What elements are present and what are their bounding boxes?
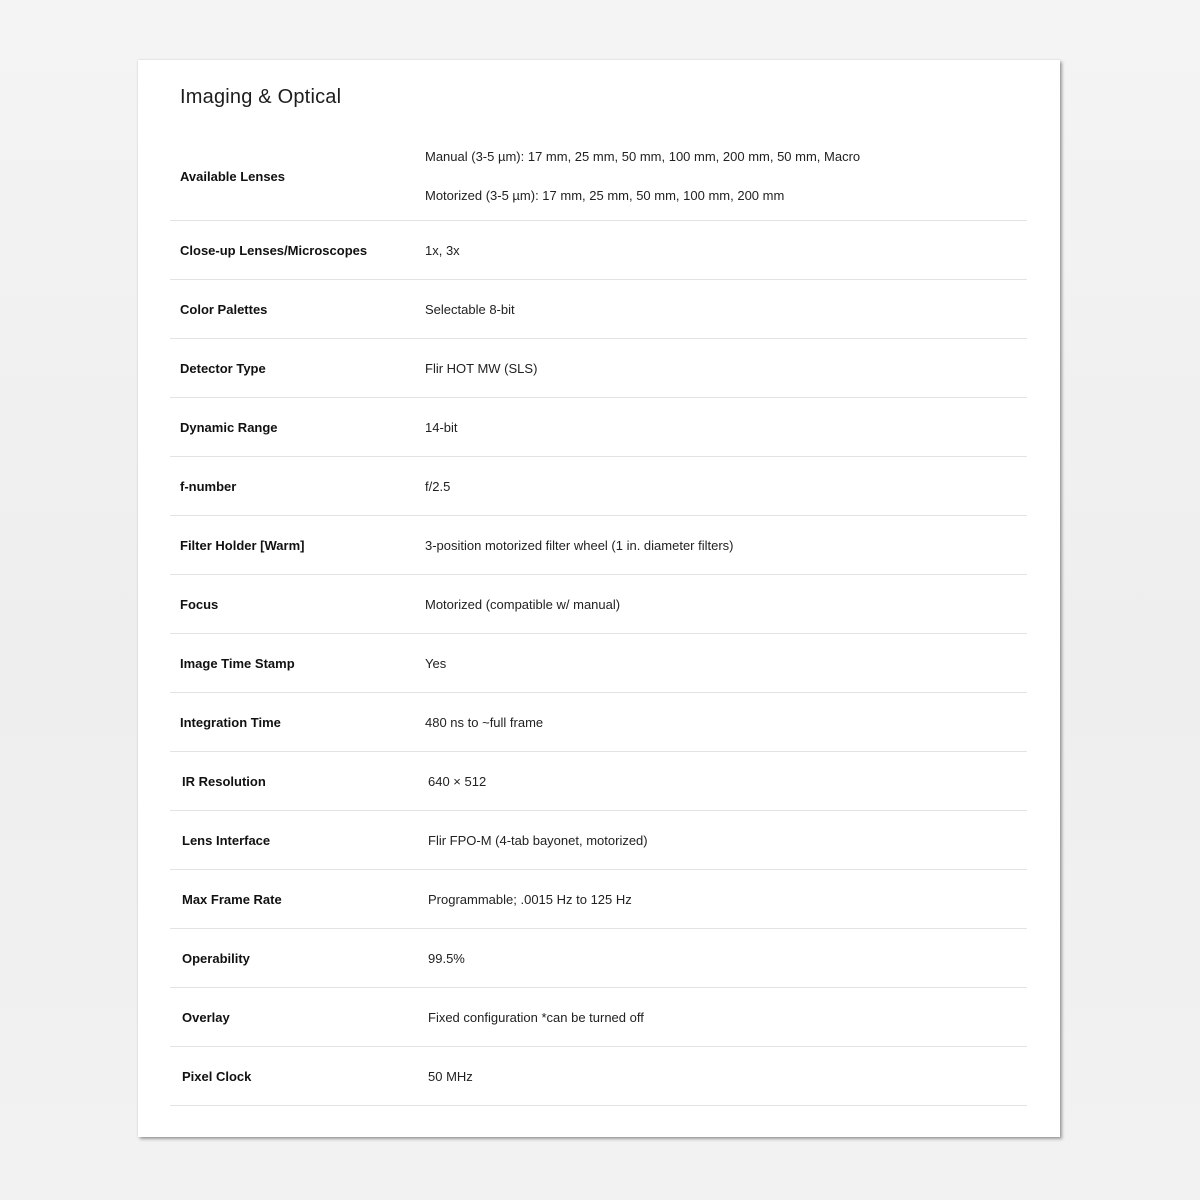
spec-values: [425, 420, 1017, 435]
spec-value: 50 MHz: [428, 1068, 473, 1084]
spec-label: Overlay: [182, 1009, 230, 1025]
spec-label: Pixel Clock: [182, 1068, 252, 1084]
spec-row: [170, 339, 1027, 398]
spec-value: Selectable 8-bit: [425, 301, 515, 317]
spec-values: [425, 656, 1017, 671]
spec-card: [138, 60, 1060, 1137]
spec-row: [170, 929, 1027, 988]
spec-label: Detector Type: [180, 360, 266, 376]
spec-value: Motorized (3-5 µm): 17 mm, 25 mm, 50 mm, 100 mm, 200 mm: [425, 188, 785, 203]
spec-row: [170, 516, 1027, 575]
spec-values: [425, 597, 1017, 612]
spec-label: Focus: [180, 596, 219, 612]
spec-value: Fixed configuration *can be turned off: [428, 1009, 644, 1025]
spec-values: [425, 302, 1017, 317]
spec-table: [170, 132, 1027, 1106]
spec-row: [170, 693, 1027, 752]
spec-values: [428, 892, 1017, 907]
spec-row: [170, 221, 1027, 280]
spec-value: 3-position motorized filter wheel (1 in. diameter filters): [425, 537, 734, 553]
spec-label: Image Time Stamp: [180, 655, 295, 671]
spec-row: [170, 457, 1027, 516]
spec-row: [170, 1047, 1027, 1106]
spec-values: [425, 243, 1017, 258]
spec-values: [428, 774, 1017, 789]
spec-label: Available Lenses: [180, 168, 286, 184]
spec-values: [425, 538, 1017, 553]
spec-value: 14-bit: [425, 419, 458, 435]
spec-label: Close-up Lenses/Microscopes: [180, 242, 368, 258]
spec-label: f-number: [180, 478, 237, 494]
spec-row: [170, 752, 1027, 811]
spec-values: [425, 149, 1017, 203]
spec-label: Operability: [182, 950, 250, 966]
section-title: Imaging & Optical: [180, 86, 342, 108]
spec-row: [170, 280, 1027, 339]
spec-values: [428, 833, 1017, 848]
spec-label: Lens Interface: [182, 832, 271, 848]
spec-value: 99.5%: [428, 950, 465, 966]
spec-value: Flir HOT MW (SLS): [425, 360, 538, 376]
spec-label: Max Frame Rate: [182, 891, 282, 907]
spec-row: [170, 634, 1027, 693]
spec-values: [428, 951, 1017, 966]
spec-label: Color Palettes: [180, 301, 268, 317]
spec-label: Integration Time: [180, 714, 281, 730]
spec-value: f/2.5: [425, 478, 451, 494]
spec-value: Manual (3-5 µm): 17 mm, 25 mm, 50 mm, 100 mm, 200 mm, 50 mm, Macro: [425, 149, 861, 164]
spec-row: [170, 575, 1027, 634]
spec-row: [170, 988, 1027, 1047]
spec-label: Dynamic Range: [180, 419, 278, 435]
spec-value: 480 ns to ~full frame: [425, 714, 544, 730]
spec-label: IR Resolution: [182, 773, 266, 789]
spec-values: [425, 479, 1017, 494]
spec-values: [428, 1069, 1017, 1084]
spec-value: Yes: [425, 655, 447, 671]
spec-value: Motorized (compatible w/ manual): [425, 596, 621, 612]
spec-value: Flir FPO-M (4-tab bayonet, motorized): [428, 832, 648, 848]
spec-values: [428, 1010, 1017, 1025]
spec-values: [425, 361, 1017, 376]
spec-label: Filter Holder [Warm]: [180, 537, 305, 553]
spec-row: [170, 870, 1027, 929]
spec-value: 1x, 3x: [425, 242, 460, 258]
spec-row: [170, 132, 1027, 221]
spec-value: Programmable; .0015 Hz to 125 Hz: [428, 891, 632, 907]
spec-row: [170, 398, 1027, 457]
spec-values: [425, 715, 1017, 730]
spec-row: [170, 811, 1027, 870]
spec-value: 640 × 512: [428, 773, 487, 789]
